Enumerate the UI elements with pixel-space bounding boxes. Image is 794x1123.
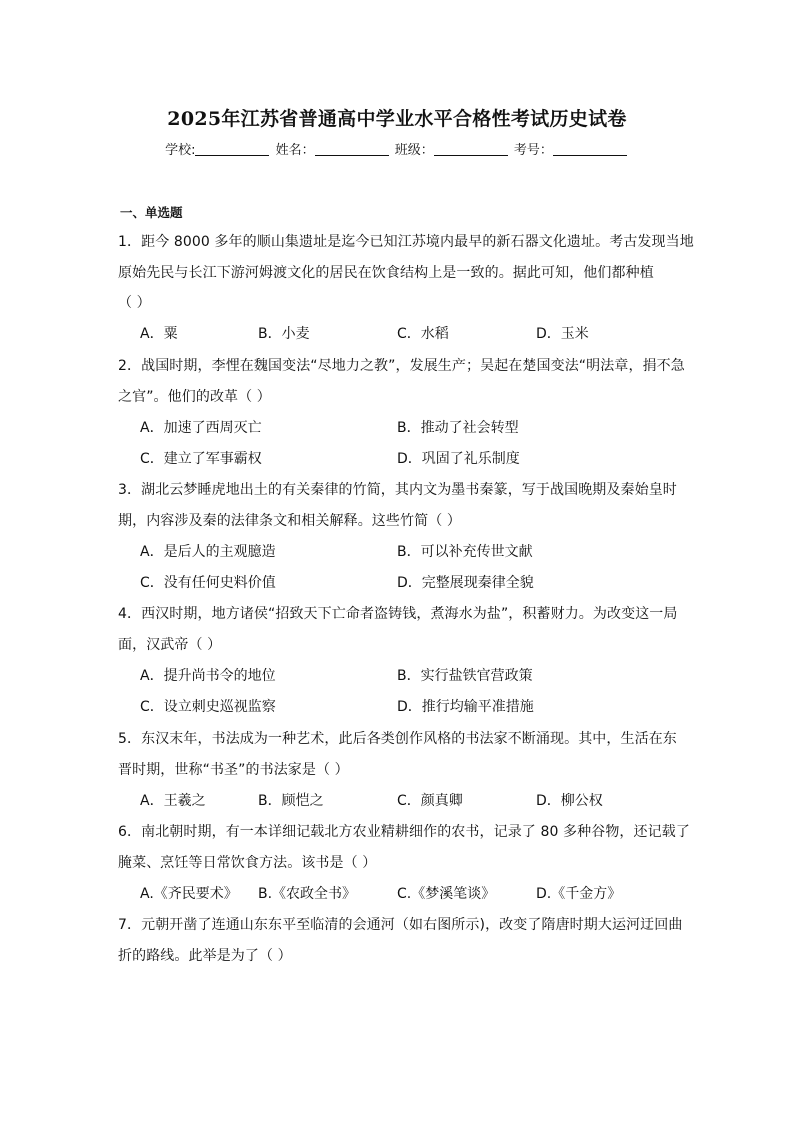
question-6-line-1: 6．南北朝时期，有一本详细记载北方农业精耕细作的农书，记录了 80 多种谷物，还记载了 <box>118 824 690 840</box>
question-1-option-c[interactable]: C．水稻 <box>397 326 449 342</box>
question-2-option-a[interactable]: A．加速了西周灭亡 <box>140 420 262 436</box>
question-2-option-c[interactable]: C．建立了军事霸权 <box>140 451 262 467</box>
question-7-line-2: 折的路线。此举是为了（ ） <box>118 948 292 964</box>
question-1-line-3: （ ） <box>118 295 151 311</box>
question-2-line-2: 之官”。他们的改革（ ） <box>118 389 271 405</box>
class-label: 班级： <box>394 143 434 158</box>
question-2-line-1: 2．战国时期，李悝在魏国变法“尽地力之教”，发展生产；吴起在楚国变法“明法章，捐不急 <box>118 358 685 374</box>
question-3-line-2: 期，内容涉及秦的法律条文和相关解释。这些竹简（ ） <box>118 513 461 529</box>
question-4-line-1: 4．西汉时期，地方诸侯“招致天下亡命者盗铸钱，煮海水为盐”，积蓄财力。为改变这一局 <box>118 606 678 622</box>
page-title: 2025年江苏省普通高中学业水平合格性考试历史试卷 <box>167 108 627 130</box>
question-5-option-c[interactable]: C．颜真卿 <box>397 793 463 809</box>
question-5-option-b[interactable]: B．顾恺之 <box>258 793 324 809</box>
question-3-option-c[interactable]: C．没有任何史料价值 <box>140 575 276 591</box>
question-6-option-a[interactable]: A.《齐民要术》 <box>140 886 238 902</box>
question-6-option-c[interactable]: C.《梦溪笔谈》 <box>397 886 496 902</box>
school-label: 学校: <box>165 143 196 158</box>
question-3-option-b[interactable]: B．可以补充传世文献 <box>397 544 533 560</box>
question-5-line-1: 5．东汉末年，书法成为一种艺术，此后各类创作风格的书法家不断涌现。其中，生活在东 <box>118 731 677 747</box>
question-4-option-d[interactable]: D．推行均输平准措施 <box>397 699 534 715</box>
question-2-option-b[interactable]: B．推动了社会转型 <box>397 420 519 436</box>
class-blank[interactable] <box>434 143 508 156</box>
school-blank[interactable] <box>195 143 269 156</box>
question-5-option-a[interactable]: A．王羲之 <box>140 793 206 809</box>
exam-no-blank[interactable] <box>553 143 627 156</box>
name-blank[interactable] <box>315 143 389 156</box>
question-5-option-d[interactable]: D．柳公权 <box>536 793 603 809</box>
question-7-line-1: 7．元朝开凿了连通山东东平至临清的会通河（如右图所示)，改变了隋唐时期大运河迂回曲 <box>118 917 683 933</box>
question-3-line-1: 3．湖北云梦睡虎地出土的有关秦律的竹简，其内文为墨书秦篆，写于战国晚期及秦始皇时 <box>118 482 677 498</box>
question-6-line-2: 腌菜、烹饪等日常饮食方法。该书是（ ） <box>118 855 377 871</box>
question-1-option-a[interactable]: A．粟 <box>140 326 178 342</box>
exam-no-label: 考号： <box>513 143 553 158</box>
question-4-option-a[interactable]: A．提升尚书令的地位 <box>140 668 276 684</box>
question-4-line-2: 面，汉武帝（ ） <box>118 637 222 653</box>
question-6-option-b[interactable]: B.《农政全书》 <box>258 886 357 902</box>
question-1-option-d[interactable]: D．玉米 <box>536 326 589 342</box>
question-6-option-d[interactable]: D.《千金方》 <box>536 886 622 902</box>
student-info-row <box>0 139 794 158</box>
question-3-option-d[interactable]: D．完整展现秦律全貌 <box>397 575 534 591</box>
name-label: 姓名： <box>275 143 315 158</box>
question-1-line-1: 1．距今 8000 多年的顺山集遗址是迄今已知江苏境内最早的新石器文化遗址。考古发现当地 <box>118 234 694 250</box>
question-2-option-d[interactable]: D．巩固了礼乐制度 <box>397 451 520 467</box>
question-4-option-c[interactable]: C．设立刺史巡视监察 <box>140 699 276 715</box>
question-1-line-2: 原始先民与长江下游河姆渡文化的居民在饮食结构上是一致的。据此可知，他们都种植 <box>118 265 654 281</box>
section-title: 一、单选题 <box>120 205 183 220</box>
question-5-line-2: 晋时期，世称“书圣”的书法家是（ ） <box>118 762 349 778</box>
question-3-option-a[interactable]: A．是后人的主观臆造 <box>140 544 276 560</box>
question-4-option-b[interactable]: B．实行盐铁官营政策 <box>397 668 533 684</box>
question-1-option-b[interactable]: B．小麦 <box>258 326 310 342</box>
